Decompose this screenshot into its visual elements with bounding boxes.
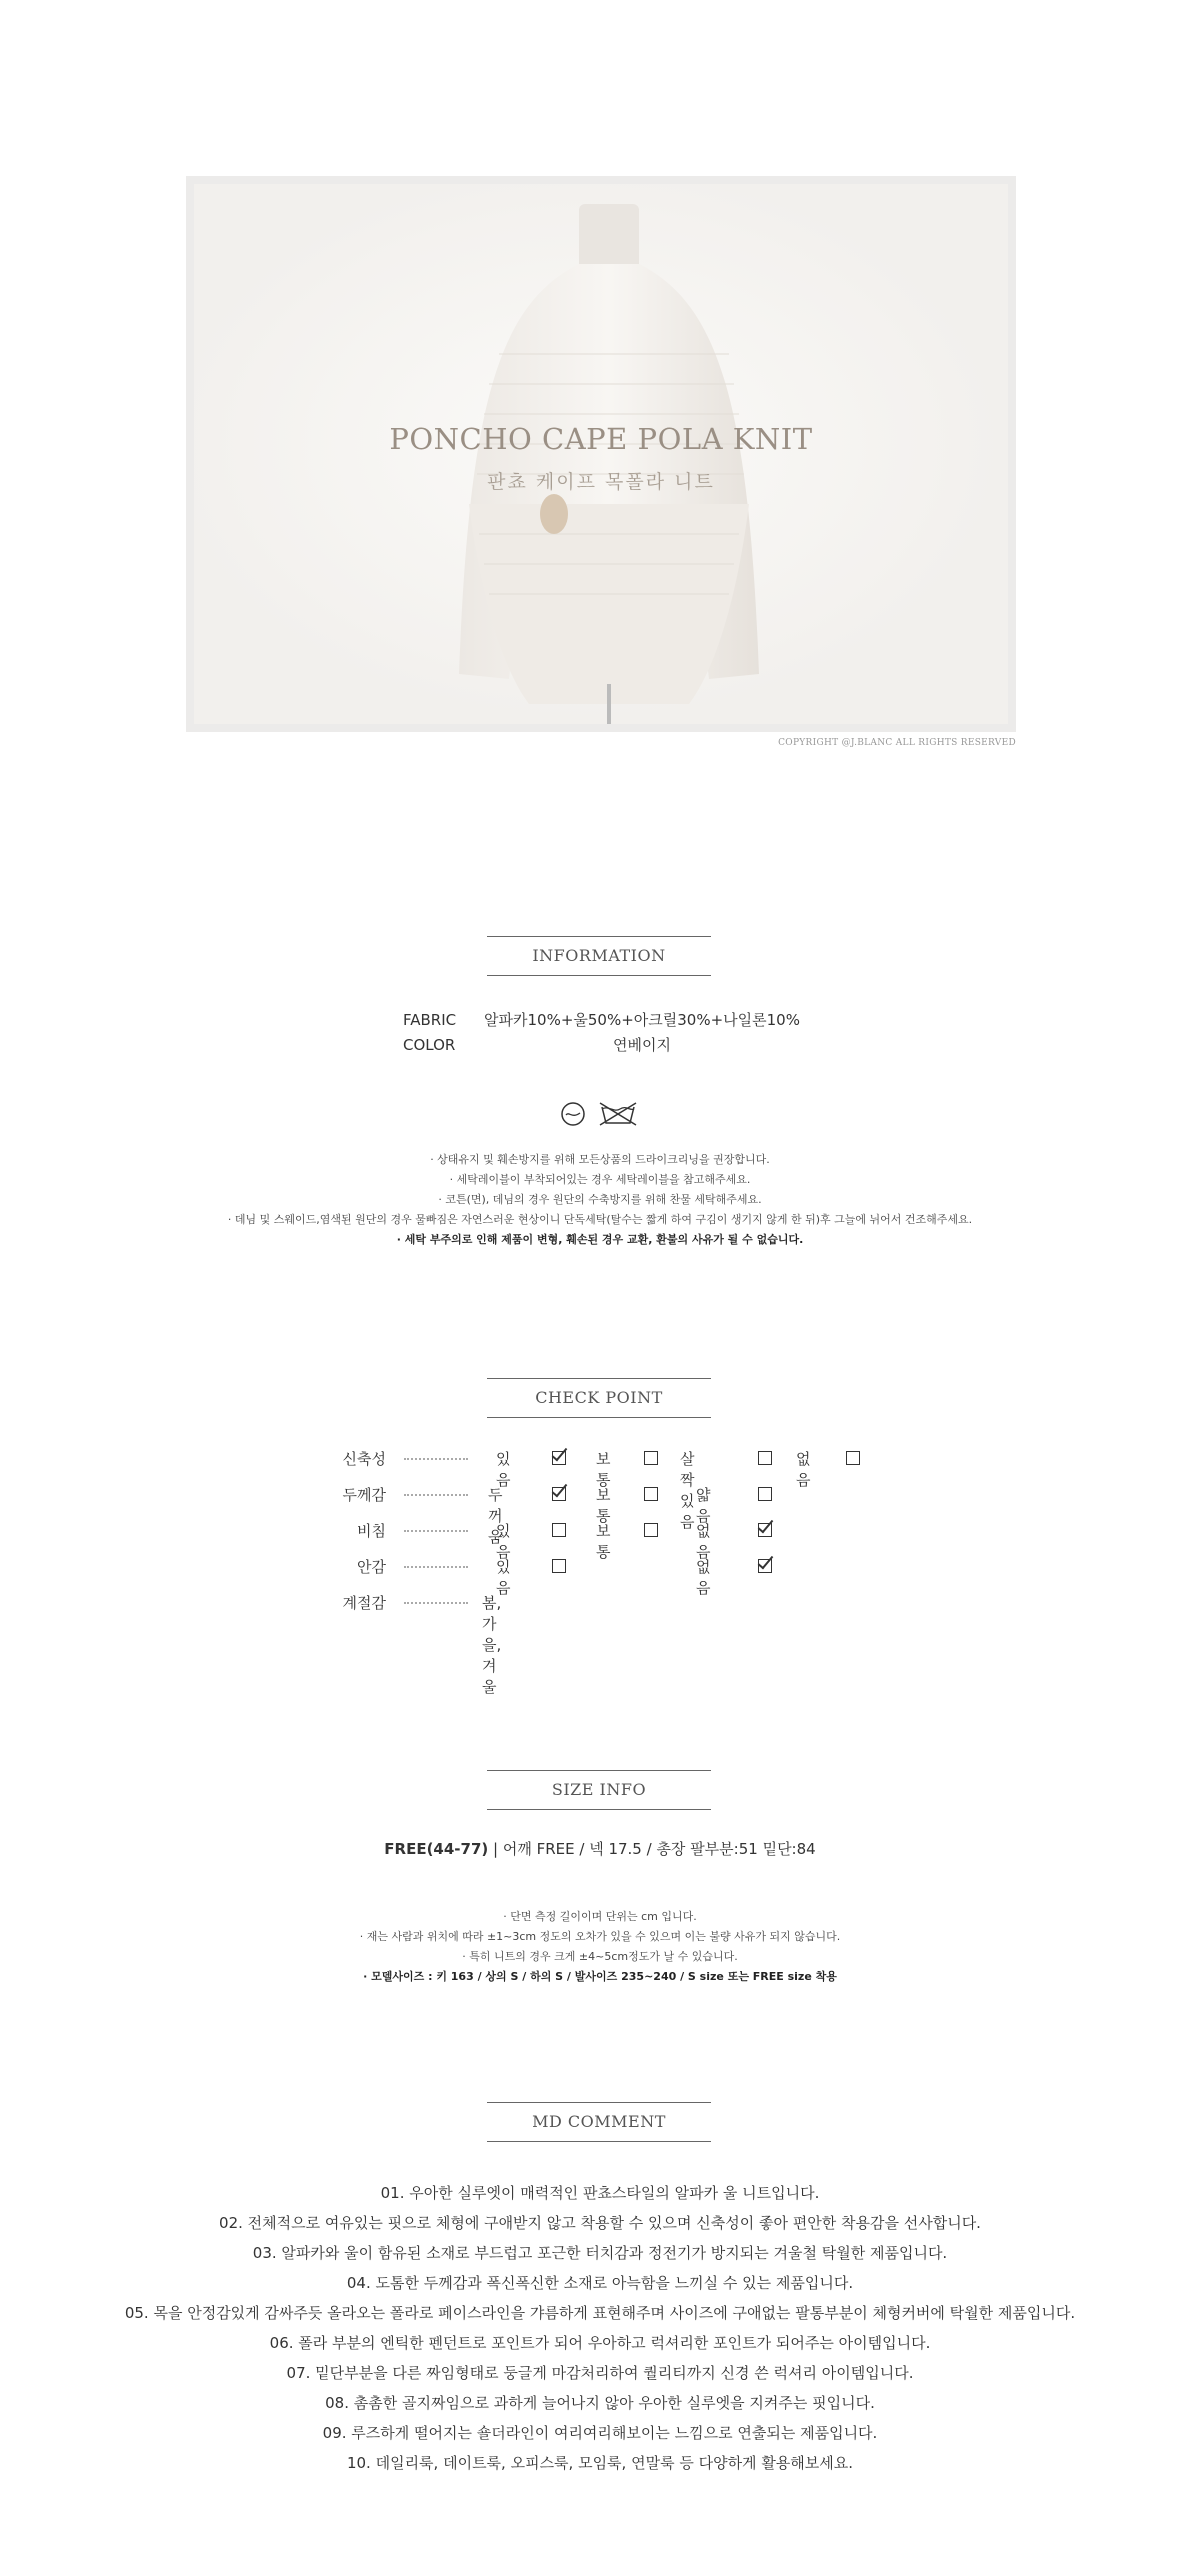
information-table	[403, 1007, 801, 1057]
season-value: 봄,가을,겨울	[482, 1594, 502, 1696]
option-label: 없음	[796, 1450, 811, 1489]
option-label: 보통	[596, 1522, 611, 1561]
checkbox	[552, 1559, 566, 1573]
size-free: FREE(44-77)	[384, 1840, 489, 1858]
option-label: 있음	[496, 1522, 511, 1561]
option-label: 얇음	[696, 1486, 711, 1525]
md-comment-line: 04. 도톰한 두께감과 폭신폭신한 소재로 아늑함을 느끼실 수 있는 제품입니다.	[346, 2274, 854, 2292]
info-row-fabric	[403, 1007, 801, 1032]
hero-image	[186, 176, 1016, 732]
copyright-text: COPYRIGHT @J.BLANC ALL RIGHTS RESERVED	[778, 738, 1016, 748]
dotted-leader	[404, 1600, 468, 1604]
dotted-leader	[404, 1492, 468, 1496]
size-summary	[0, 1838, 1200, 1859]
information-heading: INFORMATION	[487, 936, 711, 976]
md-comment-heading: MD COMMENT	[487, 2102, 711, 2142]
care-icons	[560, 1101, 638, 1127]
md-comment-list	[0, 2178, 1200, 2478]
option-label: 있음	[496, 1558, 511, 1597]
poncho-garment-illustration	[439, 204, 779, 724]
option-label: 없음	[696, 1522, 711, 1561]
size-measurements: | 어깨 FREE / 넥 17.5 / 총장 팔부분:51 밑단:84	[488, 1840, 816, 1858]
hero-subtitle: 판쵸 케이프 목폴라 니트	[487, 471, 715, 493]
md-comment-line: 03. 알파카와 울이 함유된 소재로 부드럽고 포근한 터치감과 정전기가 방지되는 겨울철 탁월한 제품입니다.	[252, 2244, 948, 2262]
option-label: 있음	[496, 1450, 511, 1489]
size-note: · 단면 측정 길이이며 단위는 cm 입니다.	[503, 1910, 697, 1923]
md-comment-line: 10. 데일리룩, 데이트룩, 오피스룩, 모임룩, 연말룩 등 다양하게 활용해보세요.	[346, 2454, 854, 2472]
checkbox	[758, 1451, 772, 1465]
checkbox	[846, 1451, 860, 1465]
model-size-note: · 모델사이즈 : 키 163 / 상의 S / 하의 S / 발사이즈 235~240 / S size 또는 FREE size 착용	[363, 1970, 837, 1983]
checkpoint-label: 비침	[357, 1522, 386, 1540]
care-note: · 상태유지 및 훼손방지를 위해 모든상품의 드라이크리닝을 권장합니다.	[430, 1153, 770, 1166]
care-note: · 데님 및 스웨이드,염색된 원단의 경우 물빠짐은 자연스러운 현상이니 단독세탁(탈수는 짧게 하여 구김이 생기지 않게 한 뒤)후 그늘에 뉘어서 건조해주세요.	[227, 1213, 973, 1226]
md-comment-line: 02. 전체적으로 여유있는 핏으로 체형에 구애받지 않고 착용할 수 있으며 신축성이 좋아 편안한 착용감을 선사합니다.	[219, 2214, 981, 2232]
checkbox	[644, 1451, 658, 1465]
md-comment-line: 08. 촘촘한 골지짜임으로 과하게 늘어나지 않아 우아한 실루엣을 지켜주는 핏입니다.	[325, 2394, 875, 2412]
info-label: FABRIC	[403, 1010, 457, 1029]
checkpoint-label: 안감	[357, 1558, 386, 1576]
dotted-leader	[404, 1564, 468, 1568]
checkpoint-label: 두께감	[342, 1486, 386, 1504]
option-label: 살짝있음	[680, 1450, 695, 1531]
checkpoint-label: 신축성	[342, 1450, 386, 1468]
checkbox	[552, 1523, 566, 1537]
size-notes	[0, 1907, 1200, 1987]
checkpoint-heading: CHECK POINT	[487, 1378, 711, 1418]
option-label: 보통	[596, 1450, 611, 1489]
size-info-heading: SIZE INFO	[487, 1770, 711, 1810]
md-comment-line: 07. 밑단부분을 다른 짜임형태로 둥글게 마감처리하여 퀄리티까지 신경 쓴 럭셔리 아이템입니다.	[286, 2364, 914, 2382]
checkbox	[758, 1487, 772, 1501]
dotted-leader	[404, 1456, 468, 1460]
md-comment-line: 06. 폴라 부분의 엔틱한 펜던트로 포인트가 되어 우아하고 럭셔리한 포인트가 되어주는 아이템입니다.	[269, 2334, 931, 2352]
care-note-warning: · 세탁 부주의로 인해 제품이 변형, 훼손된 경우 교환, 환불의 사유가 될 수 없습니다.	[396, 1233, 804, 1246]
md-comment-line: 09. 루즈하게 떨어지는 숄더라인이 여리여리해보이는 느낌으로 연출되는 제품입니다.	[322, 2424, 878, 2442]
size-note: · 재는 사람과 위치에 따라 ±1~3cm 정도의 오차가 있을 수 있으며 이는 불량 사유가 되지 않습니다.	[359, 1930, 841, 1943]
checkbox-checked	[552, 1487, 566, 1501]
option-label: 보통	[596, 1486, 611, 1525]
checkbox-checked	[758, 1559, 772, 1573]
care-note: · 세탁레이블이 부착되어있는 경우 세탁레이블을 참고해주세요.	[449, 1173, 751, 1186]
checkbox-checked	[758, 1523, 772, 1537]
care-notes	[0, 1150, 1200, 1250]
md-comment-line: 01. 우아한 실루엣이 매력적인 판쵸스타일의 알파카 울 니트입니다.	[380, 2184, 820, 2202]
info-value: 알파카10%+울50%+아크릴30%+나일론10%	[484, 1011, 800, 1029]
no-wash-icon	[598, 1101, 638, 1127]
checkbox	[644, 1487, 658, 1501]
info-value: 연베이지	[613, 1036, 671, 1054]
checkbox-checked	[552, 1451, 566, 1465]
md-comment-line: 05. 목을 안정감있게 감싸주듯 올라오는 폴라로 페이스라인을 갸름하게 표현해주며 사이즈에 구애없는 팔통부분이 체형커버에 탁월한 제품입니다.	[124, 2304, 1076, 2322]
info-row-color	[403, 1032, 801, 1057]
size-note: · 특히 니트의 경우 크게 ±4~5cm정도가 날 수 있습니다.	[462, 1950, 738, 1963]
info-label: COLOR	[403, 1035, 456, 1054]
checkpoint-label: 계절감	[342, 1594, 386, 1612]
hero-title: PONCHO CAPE POLA KNIT	[389, 422, 813, 456]
dotted-leader	[404, 1528, 468, 1532]
care-note: · 코튼(면), 데님의 경우 원단의 수축방지를 위해 찬물 세탁해주세요.	[438, 1193, 762, 1206]
dry-clean-icon	[560, 1101, 586, 1127]
checkbox	[644, 1523, 658, 1537]
option-label: 두꺼움	[488, 1486, 503, 1546]
option-label: 없음	[696, 1558, 711, 1597]
